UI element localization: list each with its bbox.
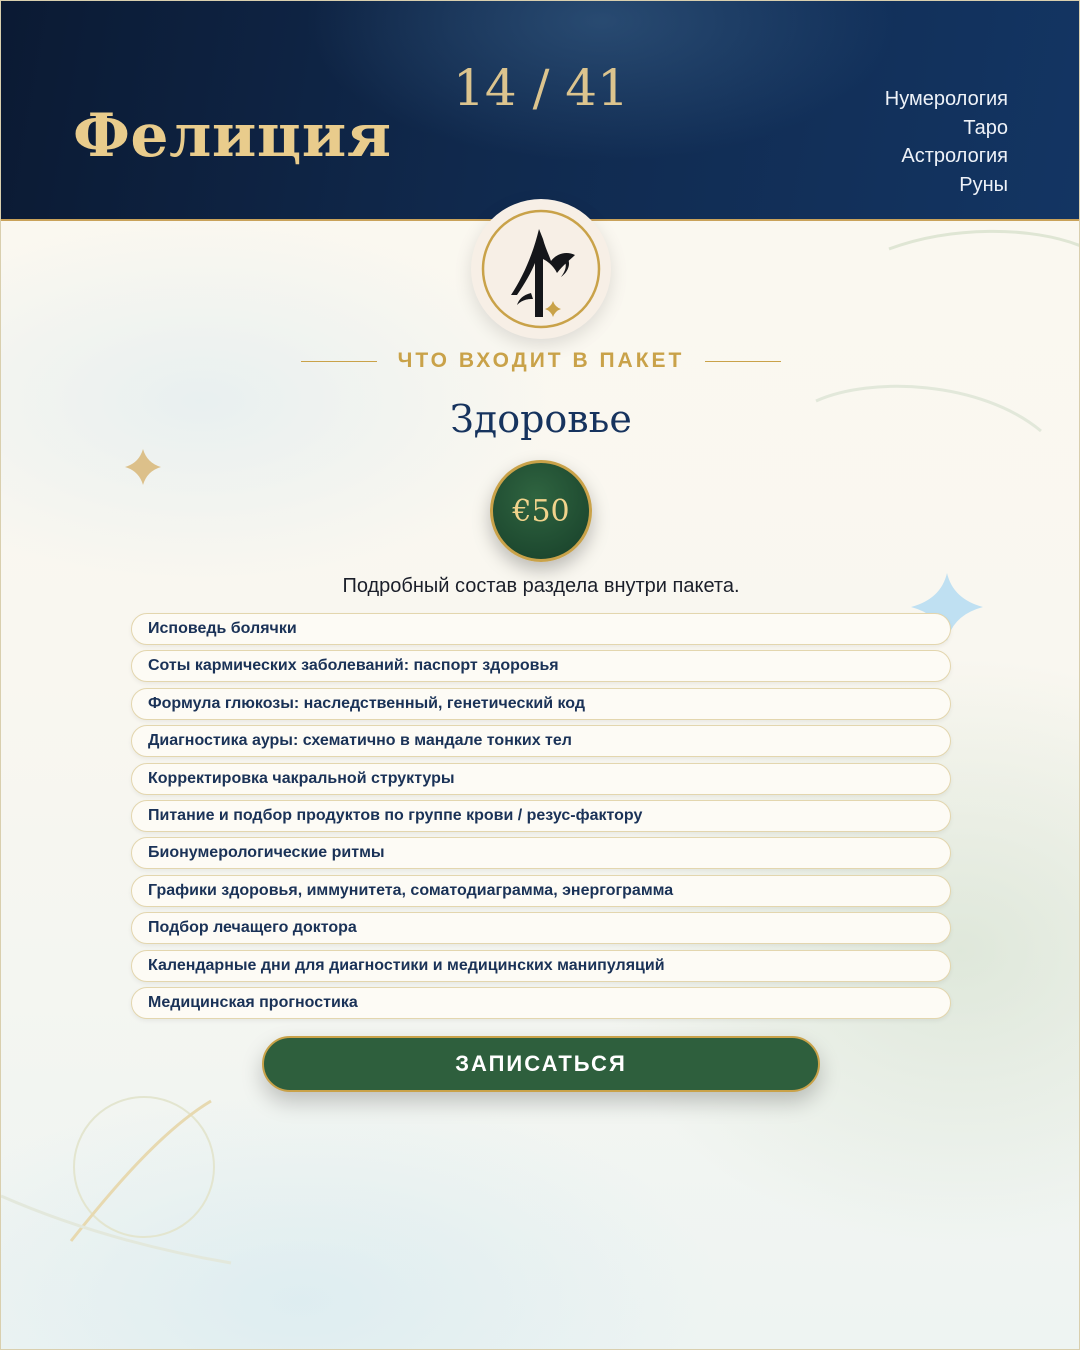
signup-button[interactable]: ЗАПИСАТЬСЯ: [262, 1036, 820, 1092]
decor-planet-circle: [74, 1097, 214, 1237]
list-item: Исповедь болячки: [131, 613, 951, 645]
list-item: Медицинская прогностика: [131, 987, 951, 1019]
nav-item-numerology[interactable]: Нумерология: [884, 88, 1008, 110]
package-description: Подробный состав раздела внутри пакета.: [342, 575, 740, 597]
list-item: Графики здоровья, иммунитета, соматодиаграмма, энергограмма: [131, 875, 951, 907]
page-counter: 14 / 41: [453, 59, 629, 117]
decor-arc-top: [889, 231, 1080, 249]
price-badge: [490, 460, 592, 562]
list-item: Соты кармических заболеваний: паспорт здоровья: [131, 650, 951, 682]
logo-emblem-icon: [471, 199, 611, 339]
list-item: Диагностика ауры: схематично в мандале тонких тел: [131, 725, 951, 757]
nav-menu: [885, 85, 1008, 199]
package-items-list: [131, 613, 951, 1024]
header: [1, 1, 1080, 221]
list-item: Корректировка чакральной структуры: [131, 763, 951, 795]
list-item: Формула глюкозы: наследственный, генетический код: [131, 688, 951, 720]
decor-planet-ring: [71, 1101, 211, 1241]
sparkle-gold-icon: [125, 449, 161, 485]
decor-arc-bottom: [1, 1196, 231, 1263]
package-title: Здоровье: [450, 397, 632, 441]
nav-item-tarot[interactable]: Таро: [963, 116, 1008, 139]
list-item: Питание и подбор продуктов по группе крови / резус-фактору: [131, 800, 951, 832]
nav-item-astrology[interactable]: Астрология: [901, 145, 1008, 167]
section-label: ЧТО ВХОДИТ В ПАКЕТ: [397, 349, 685, 372]
list-item: Подбор лечащего доктора: [131, 912, 951, 944]
emblem: [471, 199, 611, 339]
price-value: €50: [512, 493, 570, 529]
brand-title: Фелиция: [73, 101, 392, 171]
list-item: Бионумерологические ритмы: [131, 837, 951, 869]
nav-item-runes[interactable]: Руны: [959, 173, 1008, 196]
list-item: Календарные дни для диагностики и медицинских манипуляций: [131, 950, 951, 982]
